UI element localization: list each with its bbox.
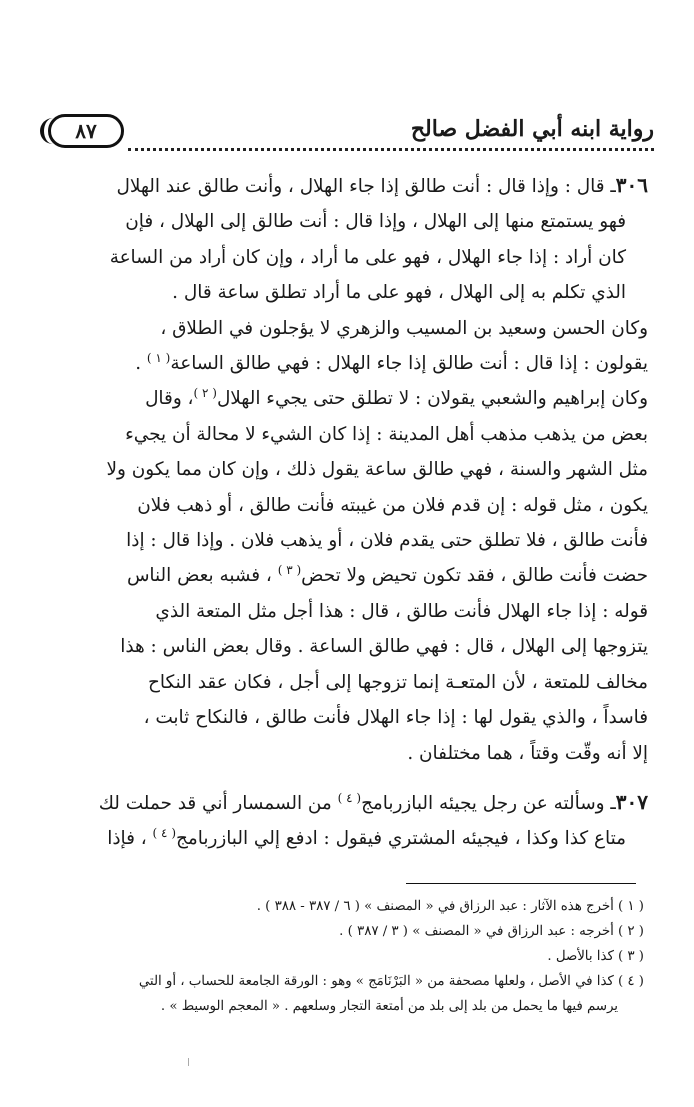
footnote-4: ( ٤ ) كذا في الأصل ، ولعلها مصحفة من « البَرْنَامَج » وهو : الورقة الجامعة للحساب ، أو التي <box>138 974 644 989</box>
para-2-line-2: يقولون : إذا قال : أنت طالق إذا جاء الهلال : فهي طالق الساعة$^{( ١ )}$ . <box>135 350 648 375</box>
para-3-line-10: فاسداً ، والذي يقول لها : إذا جاء الهلال فأنت طالق ، فالنكاح ثابت ، <box>143 707 648 729</box>
footnote-ref: ( ٣ ) <box>277 563 302 578</box>
footnote-separator <box>406 883 636 884</box>
para-3-line-7: قوله : إذا جاء الهلال فأنت طالق ، قال : هذا أجل مثل المتعة الذي <box>155 600 648 622</box>
para-3-line-1: وكان إبراهيم والشعبي يقولان : لا تطلق حتى يجيء الهلال$^{( ٢ )}$، وقال <box>145 386 648 410</box>
entry-307-body <box>46 821 648 856</box>
footnotes <box>48 894 644 1019</box>
para-3-line-8: يتزوجها إلى الهلال ، قال : فهي طالق الساعة . وقال بعض الناس : هذا <box>120 636 648 658</box>
body-text <box>46 168 648 857</box>
entry-306-body <box>46 204 648 310</box>
para-3-line-2: بعض من يذهب مذهب أهل المدينة : إذا كان الشيء لا محالة أن يجيء <box>125 423 648 445</box>
footnote-ref: ( ٢ ) <box>193 386 217 401</box>
page-header <box>40 108 654 156</box>
para-3-line-11: إلا أنه وقّت وقتاً ، هما مختلفان . <box>407 742 648 764</box>
header-rule <box>128 148 654 151</box>
para-3-line-6: حضت فأنت طالق ، فقد تكون تحيض ولا تحض$^{( ٣ )}$ ، فشبه بعض الناس <box>126 563 648 587</box>
entry-306-line-4: الذي تكلم به إلى الهلال ، فهو على ما أراد تطلق ساعة قال . <box>172 282 626 304</box>
para-2-line-1: وكان الحسن وسعيد بن المسيب والزهري لا يؤجلون في الطلاق ، <box>160 317 648 339</box>
para-3-line-4: يكون ، مثل قوله : إن قدم فلان من غيبته فأنت طالق ، أو ذهب فلان <box>137 494 648 516</box>
entry-number: ٣٠٦ <box>615 173 648 197</box>
page-number: ٨٧ <box>48 114 124 148</box>
footnote-4-continuation: يرسم فيها ما يحمل من بلد إلى بلد من أمتعة التجار وسلعهم . « المعجم الوسيط » . <box>160 999 618 1014</box>
footnote-1: ( ١ ) أخرج هذه الآثار : عبد الرزاق في « المصنف » ( ٦ / ٣٨٧ - ٣٨٨ ) . <box>256 899 644 914</box>
para-3-line-5: فأنت طالق ، فلا تطلق حتى يقدم فلان ، أو يذهب فلان . وإذا قال : إذا <box>126 530 648 552</box>
footnote-ref: ( ١ ) <box>146 350 171 365</box>
footnote-2: ( ٢ ) أخرجه : عبد الرزاق في « المصنف » ( ٣ / ٣٨٧ ) . <box>339 924 644 939</box>
footnote-ref: ( ٤ ) <box>152 826 176 841</box>
print-mark <box>188 1058 189 1066</box>
footnote-ref: ( ٤ ) <box>337 790 362 805</box>
footnote-3: ( ٣ ) كذا بالأصل . <box>547 949 644 964</box>
entry-307-line-1: ٣٠٧ـ وسألته عن رجل يجيئه البازربامج$^{( ٤ )}$ من السمسار أني قد حملت لك <box>98 789 648 814</box>
running-title: رواية ابنه أبي الفضل صالح <box>410 116 654 142</box>
para-3-line-9: مخالف للمتعة ، لأن المتعـة إنما تزوجها إلى أجل ، فكان عقد النكاح <box>148 671 648 693</box>
entry-number: ٣٠٧ <box>615 789 648 814</box>
para-3-line-3: مثل الشهر والسنة ، فهي طالق ساعة يقول ذلك ، وإن كان مما يكون ولا <box>106 459 648 481</box>
entry-306-line-2: فهو يستمتع منها إلى الهلال ، وإذا قال : أنت طالق إلى الهلال ، فإن <box>125 211 626 233</box>
entry-306-line-1: ٣٠٦ـ قال : وإذا قال : أنت طالق إذا جاء الهلال ، وأنت طالق عند الهلال <box>116 173 648 197</box>
entry-307-line-2: متاع كذا وكذا ، فيجيئه المشتري فيقول : ادفع إلي البازربامج$^{( ٤ )}$ ، فإذا <box>107 826 626 850</box>
entry-306-line-3: كان أراد : إذا جاء الهلال ، فهو على ما أراد ، وإن كان أراد من الساعة <box>109 246 626 268</box>
